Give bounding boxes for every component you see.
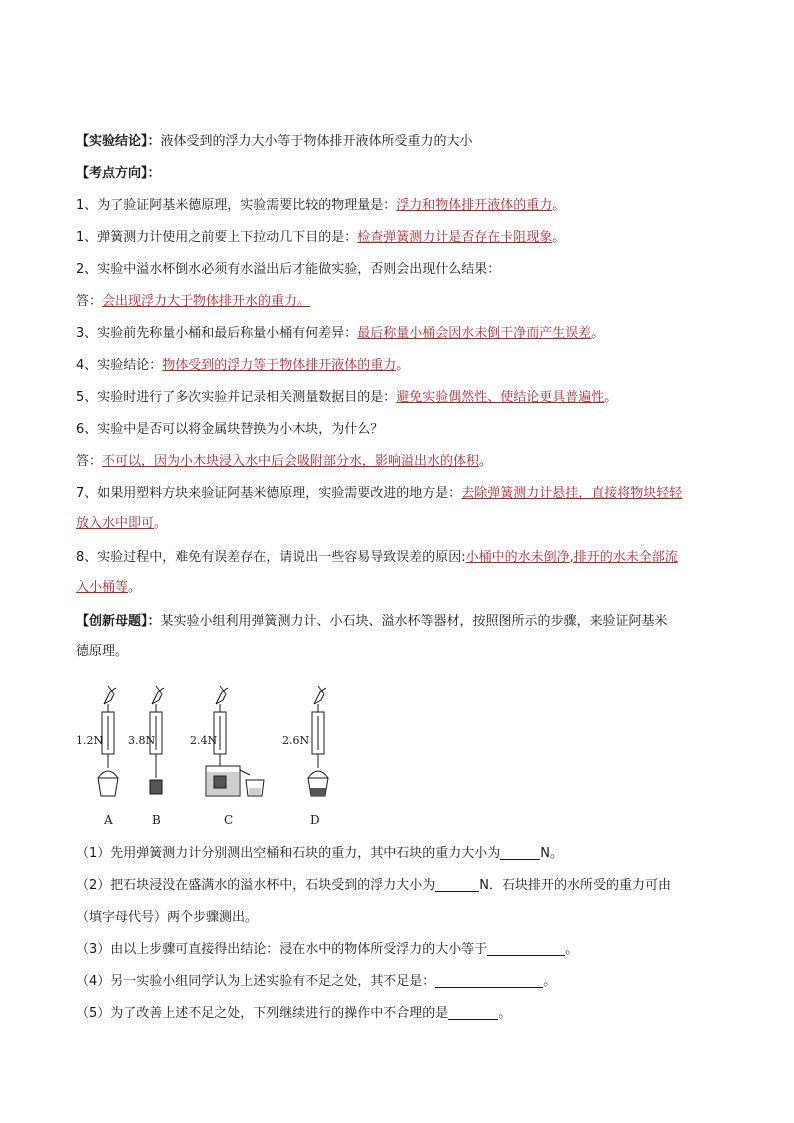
question-1 [76, 844, 563, 864]
question-after: 。 [498, 1006, 512, 1021]
answer-blank[interactable] [448, 1005, 498, 1020]
setup-a-spring-scale [102, 686, 116, 768]
question-after: 。 [543, 974, 557, 989]
focus-item-7-answer [76, 452, 492, 472]
answer-text: 避免实验偶然性、使结论更具普遍性 [396, 390, 605, 405]
focus-item-4 [76, 324, 604, 344]
end-punct: 。 [591, 326, 605, 341]
answer-blank[interactable] [500, 845, 540, 860]
question-text: 1、弹簧测力计使用之前要上下拉动几下目的是： [76, 230, 358, 245]
setup-c-overflow-cup [206, 766, 250, 796]
conclusion-line [76, 132, 473, 152]
innovation-text: 某实验小组利用弹簧测力计、小石块、溢水杯等器材，按照图所示的步骤，来验证阿基米 [160, 614, 668, 629]
end-punct: 。 [552, 198, 566, 213]
innovation-line-2 [76, 642, 128, 662]
end-punct: 。 [128, 580, 142, 595]
focus-item-1 [76, 196, 565, 216]
focus-item-7 [76, 420, 383, 440]
focus-item-9 [76, 548, 678, 568]
focus-item-8 [76, 484, 682, 504]
setup-a-empty-bucket [98, 771, 118, 796]
focus-item-2 [76, 228, 565, 248]
innovation-line-1 [76, 612, 668, 632]
answer-prefix: 答： [76, 454, 103, 469]
answer-text: 入小桶等 [76, 580, 129, 595]
question-text: 3、实验前先称量小桶和最后称量小桶有何差异： [76, 326, 358, 341]
setup-b-spring-scale [150, 686, 164, 778]
end-punct: 。 [604, 390, 618, 405]
question-5 [76, 1004, 511, 1024]
question-text: 1、为了验证阿基米德原理，实验需要比较的物理量是： [76, 198, 397, 213]
focus-item-3 [76, 260, 500, 280]
question-2-cont [76, 908, 258, 928]
reading-b: 3.8N [128, 734, 156, 747]
question-after: N．石块排开的水所受的重力可由 [479, 878, 672, 893]
focus-item-9-cont [76, 578, 141, 598]
caption-a: A [104, 813, 113, 827]
answer-text: 最后称量小桶会因水未倒干净而产生误差 [357, 326, 592, 341]
question-text: （3）由以上步骤可直接得出结论：浸在水中的物体所受浮力的大小等于 [76, 942, 488, 957]
question-3 [76, 940, 578, 960]
reading-c: 2.4N [190, 734, 218, 747]
end-punct: 。 [154, 516, 168, 531]
focus-item-5 [76, 356, 409, 376]
caption-c: C [224, 813, 234, 827]
question-text: （2）把石块浸没在盛满水的溢水杯中，石块受到的浮力大小为 [76, 878, 436, 893]
question-after: N。 [540, 846, 564, 861]
caption-b: B [152, 813, 161, 827]
answer-blank[interactable] [435, 973, 543, 988]
focus-item-8-cont [76, 514, 167, 534]
innovation-text-2: 德原理。 [76, 644, 129, 659]
setup-c-spring-scale [214, 686, 228, 776]
conclusion-text: 液体受到的浮力大小等于物体排开液体所受重力的大小 [160, 134, 473, 149]
question-4 [76, 972, 556, 992]
question-text: 5、实验时进行了多次实验并记录相关测量数据目的是： [76, 390, 397, 405]
setup-d-spring-scale [312, 686, 326, 768]
answer-text: 不可以，因为小木块浸入水中后会吸附部分水，影响溢出水的体积 [102, 454, 480, 469]
setup-c-small-cup [246, 780, 264, 796]
innovation-label: 【创新母题】： [76, 614, 161, 629]
question-text: （填字母代号）两个步骤测出。 [76, 910, 259, 925]
answer-text: 检查弹簧测力计是否存在卡阻现象 [357, 230, 553, 245]
end-punct: 。 [552, 230, 566, 245]
setup-b-stone [150, 780, 162, 794]
answer-text: 放入水中即可 [76, 516, 155, 531]
question-text: （4）另一实验小组同学认为上述实验有不足之处，其不足是： [76, 974, 436, 989]
answer-blank[interactable] [487, 941, 565, 956]
answer-text: 物体受到的浮力等于物体排开液体的重力 [162, 358, 397, 373]
end-punct: 。 [396, 358, 410, 373]
focus-item-6 [76, 388, 617, 408]
question-text: 2、实验中溢水杯倒水必须有水溢出后才能做实验，否则会出现什么结果： [76, 262, 501, 277]
question-text: （5）为了改善上述不足之处，下列继续进行的操作中不合理的是 [76, 1006, 449, 1021]
end-punct: 。 [479, 454, 493, 469]
question-2 [76, 876, 671, 896]
conclusion-label: 【实验结论】： [76, 134, 161, 149]
question-text: 7、如果用塑料方块来验证阿基米德原理，实验需要改进的地方是： [76, 486, 462, 501]
answer-blank[interactable] [435, 877, 479, 892]
caption-d: D [310, 813, 320, 827]
answer-text: 小桶中的水未倒净,排开的水未全部流 [465, 550, 678, 565]
answer-text: 去除弹簧测力计悬挂，直接将物块轻轻 [461, 486, 683, 501]
question-text: 8、实验过程中，难免有误差存在，请说出一些容易导致误差的原因: [76, 550, 466, 565]
question-text: （1）先用弹簧测力计分别测出空桶和石块的重力，其中石块的重力大小为 [76, 846, 501, 861]
reading-d: 2.6N [282, 734, 310, 747]
setup-d-bucket-with-water [308, 771, 328, 796]
focus-label: 【考点方向】： [76, 166, 161, 181]
answer-text: 会出现浮力大于物体排开水的重力。 [102, 294, 311, 309]
question-after: 。 [565, 942, 579, 957]
focus-item-3-answer [76, 292, 310, 312]
question-text: 4、实验结论： [76, 358, 163, 373]
answer-prefix: 答： [76, 294, 103, 309]
reading-a: 1.2N [76, 734, 104, 747]
answer-text: 浮力和物体排开液体的重力 [396, 198, 553, 213]
focus-heading [76, 164, 161, 184]
question-text: 6、实验中是否可以将金属块替换为小木块，为什么？ [76, 422, 384, 437]
experiment-figure [70, 682, 370, 832]
